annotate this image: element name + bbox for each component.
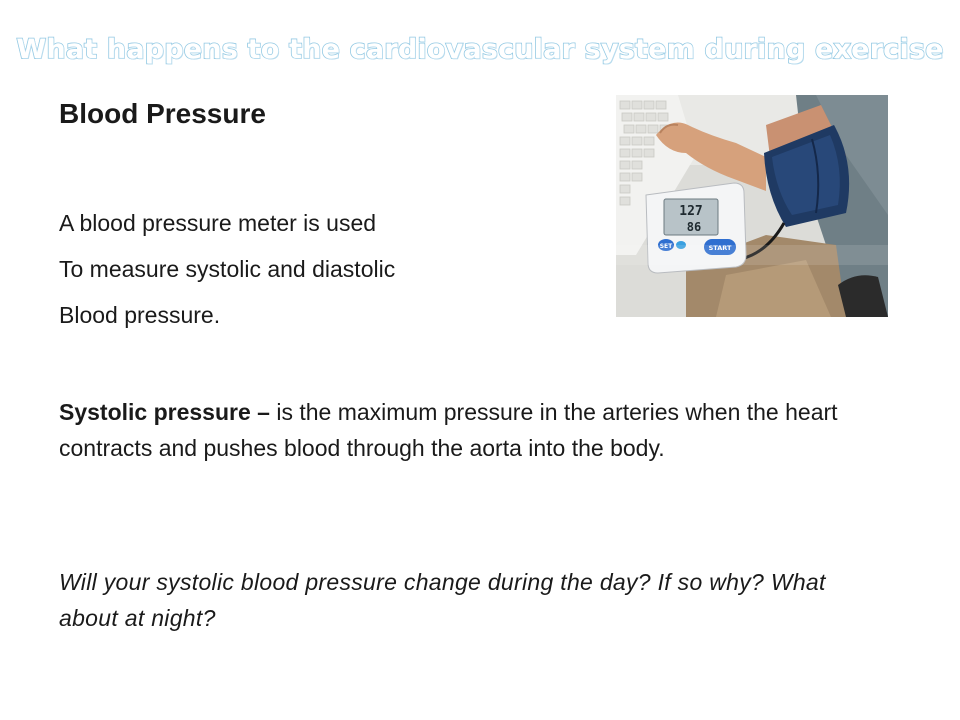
blood-pressure-monitor-photo <box>616 95 888 317</box>
systolic-definition <box>59 394 879 466</box>
photo-illustration <box>616 95 888 317</box>
section-heading: Blood Pressure <box>59 98 266 129</box>
intro-line: Blood pressure. <box>59 302 221 328</box>
slide-title: What happens to the cardiovascular system during exercise <box>16 34 944 65</box>
intro-line: To measure systolic and diastolic <box>59 256 396 282</box>
discussion-question: Will your systolic blood pressure change during the day? If so why? What about at night? <box>59 569 826 631</box>
monitor-reading-diastolic: 86 <box>686 220 702 234</box>
start-label: START <box>708 244 732 252</box>
definition-term: Systolic pressure – <box>59 399 270 425</box>
intro-text <box>59 200 395 338</box>
definition-text: is the maximum pressure in the arteries when the heart contracts and pushes blood through the aorta into the body. <box>59 399 838 461</box>
monitor-reading-systolic: 127 <box>679 204 703 219</box>
intro-line: A blood pressure meter is used <box>59 210 377 236</box>
set-label: SET <box>659 243 673 250</box>
